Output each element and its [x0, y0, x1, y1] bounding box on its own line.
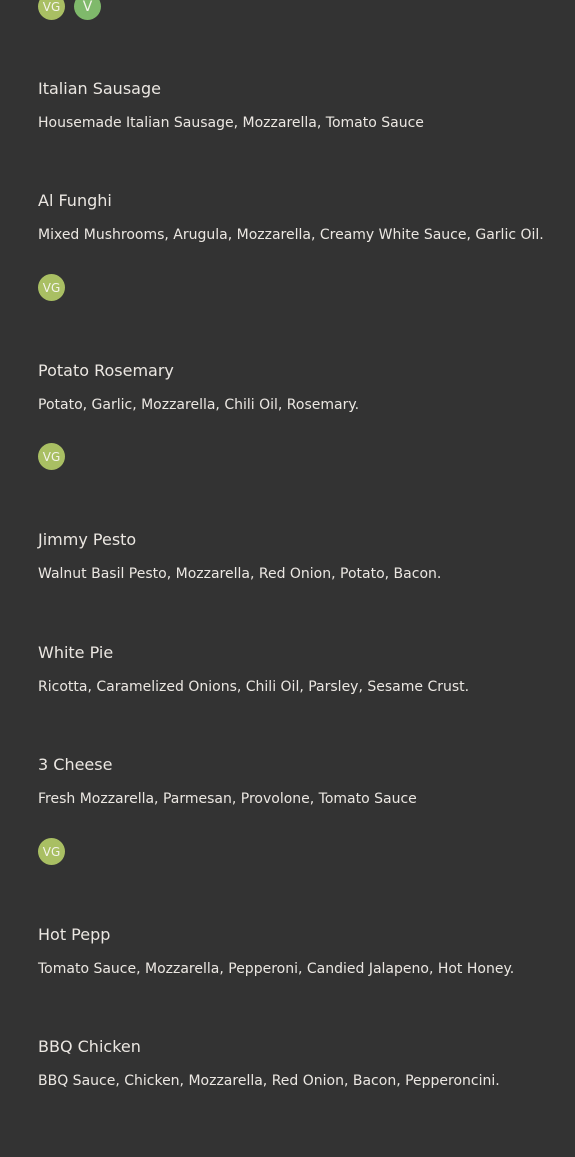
menu-item-description: Tomato Sauce, Mozzarella, Pepperoni, Candied Jalapeno, Hot Honey. [38, 961, 515, 977]
vegan-badge: V [74, 0, 101, 20]
menu-item-description: BBQ Sauce, Chicken, Mozzarella, Red Onion, Bacon, Pepperoncini. [38, 1073, 500, 1089]
vegetarian-badge: VG [38, 443, 65, 470]
menu-item-description: Potato, Garlic, Mozzarella, Chili Oil, Rosemary. [38, 397, 360, 413]
menu-item-name: Italian Sausage [38, 79, 161, 98]
menu-item-description: Mixed Mushrooms, Arugula, Mozzarella, Creamy White Sauce, Garlic Oil. [38, 227, 544, 243]
vegetarian-badge: VG [38, 0, 65, 20]
menu-item-name: Jimmy Pesto [38, 530, 137, 549]
menu-item-description: Ricotta, Caramelized Onions, Chili Oil, Parsley, Sesame Crust. [38, 679, 470, 695]
menu-item-name: Al Funghi [38, 191, 112, 210]
menu-item-name: White Pie [38, 643, 114, 662]
al-funghi-dietary-badges [38, 274, 65, 301]
3-cheese-dietary-badges [38, 838, 65, 865]
menu-item-description: Walnut Basil Pesto, Mozzarella, Red Onion, Potato, Bacon. [38, 566, 442, 582]
menu-item-name: BBQ Chicken [38, 1037, 141, 1056]
top-dietary-badges [38, 0, 101, 20]
menu-item-name: Hot Pepp [38, 925, 111, 944]
potato-rosemary-dietary-badges [38, 443, 65, 470]
menu-item-description: Housemade Italian Sausage, Mozzarella, Tomato Sauce [38, 115, 424, 131]
menu-item-description: Fresh Mozzarella, Parmesan, Provolone, Tomato Sauce [38, 791, 417, 807]
menu-item-name: 3 Cheese [38, 755, 113, 774]
vegetarian-badge: VG [38, 838, 65, 865]
vegetarian-badge: VG [38, 274, 65, 301]
menu-item-name: Potato Rosemary [38, 361, 174, 380]
